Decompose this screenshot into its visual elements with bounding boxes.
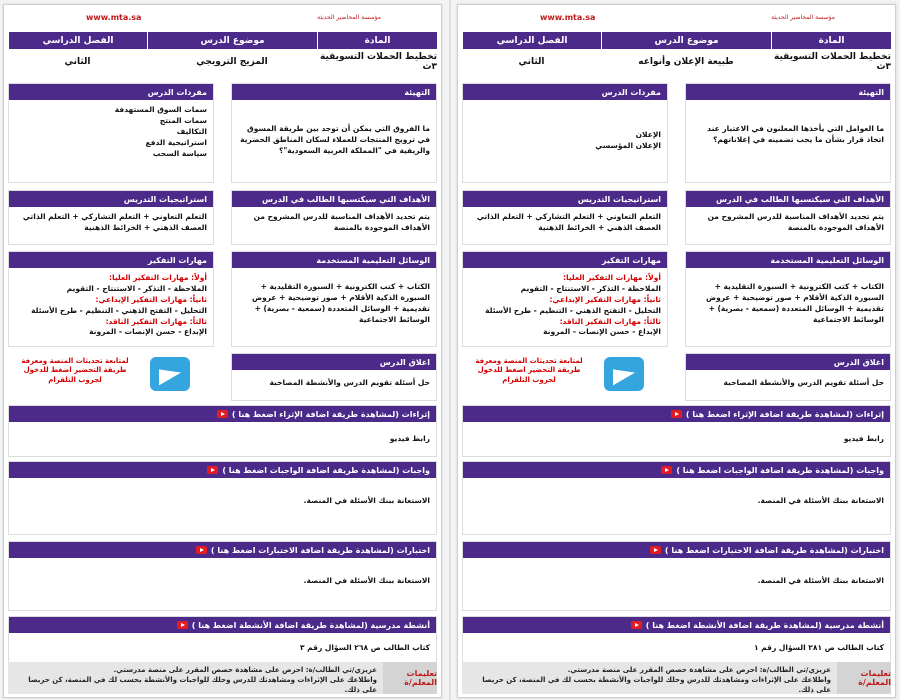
section-title: الوسائل التعليمية المستخدمة	[686, 252, 890, 268]
section-title: الأهداف التي سيكتسبها الطالب في الدرس	[232, 191, 436, 207]
value-topic: طبيعة الإعلان وأنواعه	[638, 57, 734, 67]
instructions-text	[8, 662, 383, 694]
vocab-item: سياسة السحب	[152, 148, 207, 158]
section-title-text: أنشطة مدرسية (لمشاهدة طريقة اضافة الأنشطة اضغط هنا )	[191, 620, 430, 630]
section-title-text: واجبات (لمشاهدة طريقة اضافة الواجبات اضغط هنا )	[222, 465, 430, 475]
section-tests	[8, 541, 437, 611]
instructions-label: تعليمات المعلم/ة	[383, 662, 437, 694]
skills-text-2: التحليل - التفتح الذهني - التنظيم - طرح الأسئلة	[31, 305, 207, 315]
page-top	[458, 5, 895, 29]
section-text: يتم تحديد الأهداف المناسبة للدرس المشروح من الأهداف الموجودة بالمنصة	[707, 212, 884, 232]
vocab-item: التكاليف	[176, 126, 207, 136]
skills-level-1: أولاً: مهارات التفكير العليا:	[109, 273, 207, 282]
section-text: التعلم التعاوني + التعلم التشاركي + التعلم الذاتي العصف الذهني + الخرائط الذهنية	[476, 212, 661, 232]
section-activities	[462, 616, 891, 666]
section-title: التهيئة	[686, 84, 890, 100]
telegram-icon[interactable]	[604, 357, 644, 391]
site-link[interactable]: www.mta.sa	[540, 13, 596, 22]
skills-text-2: التحليل - التفتح الذهني - التنظيم - طرح الأسئلة	[485, 305, 661, 315]
header-term: الفصل الدراسي	[462, 32, 601, 49]
teacher-instructions	[462, 662, 891, 694]
org-name: مؤسسة المحاضير الحديثة	[317, 14, 381, 21]
section-text: يتم تحديد الأهداف المناسبة للدرس المشروح من الأهداف الموجودة بالمنصة	[253, 212, 430, 232]
section-tools	[231, 251, 437, 347]
value-term: الثاني	[518, 57, 545, 67]
section-vocab	[462, 83, 668, 183]
info-value-row	[462, 51, 891, 73]
section-title: استراتيجيات التدريس	[9, 191, 213, 207]
section-strategies	[8, 190, 214, 245]
skills-level-2: ثانياً: مهارات التفكير الإبداعي:	[549, 294, 661, 304]
section-text: الاستعانة ببنك الأسئلة في المنصة.	[757, 576, 884, 585]
youtube-icon[interactable]	[631, 621, 642, 629]
section-text: كتاب الطالب ص ٢٦٨ السؤال رقم ٣	[299, 643, 430, 652]
section-title: مهارات التفكير	[9, 252, 213, 268]
instructions-line-1: عزيزي/تي الطالب/ة: احرص على مشاهدة حصص المقرر على منصة مدرستي.	[567, 666, 831, 674]
youtube-icon[interactable]	[217, 410, 228, 418]
section-text: كتاب الطالب ص ٢٨١ السؤال رقم ١	[753, 643, 884, 652]
header-topic: موضوع الدرس	[601, 32, 771, 49]
youtube-icon[interactable]	[196, 546, 207, 554]
header-topic: موضوع الدرس	[147, 32, 317, 49]
section-title: الأهداف التي سيكتسبها الطالب في الدرس	[686, 191, 890, 207]
section-tests	[462, 541, 891, 611]
youtube-icon[interactable]	[650, 546, 661, 554]
instructions-line-2: واطلاعك على الإثراءات ومشاهدتك للدرس وحلك للواجبات والأنشطة بحسب لك في المنصة، كن حريصا على ذلك.	[28, 675, 377, 694]
section-title[interactable]	[9, 406, 436, 422]
section-title: الوسائل التعليمية المستخدمة	[232, 252, 436, 268]
vocab-item: سمات السوق المستهدفة	[114, 105, 207, 114]
value-term: الثاني	[64, 57, 91, 67]
skills-level-3: ثالثاً: مهارات التفكير الناقد:	[105, 316, 207, 326]
section-homework	[8, 461, 437, 535]
section-intro	[231, 83, 437, 183]
vocab-item: استراتيجية الدفع	[145, 137, 207, 147]
info-header-row	[8, 32, 437, 49]
section-title: مهارات التفكير	[463, 252, 667, 268]
page-left	[3, 4, 442, 698]
section-enrichment	[462, 405, 891, 457]
section-title-text: اختبارات (لمشاهدة طريقة اضافة الاختبارات اضغط هنا )	[210, 545, 430, 555]
skills-body	[9, 268, 213, 343]
skills-level-3: ثالثاً: مهارات التفكير الناقد:	[559, 316, 661, 326]
section-text: رابط فيديو	[389, 434, 430, 443]
section-text: حل أسئلة تقويم الدرس والأنشطة المصاحبة	[723, 378, 884, 387]
section-title[interactable]	[463, 617, 890, 633]
section-tools	[685, 251, 891, 347]
vocab-item: الإعلان المؤسسي	[595, 140, 661, 150]
header-subject: المادة	[317, 32, 437, 49]
section-skills	[462, 251, 668, 347]
telegram-text: لمتابعة تحديثات المنصة ومعرفة طريقة التحضير اضغط للدخول لجروب التلقرام	[475, 357, 583, 384]
section-goals	[685, 190, 891, 245]
page-right	[457, 4, 896, 698]
section-text: ما الفروق التي يمكن أن توجد بين طريقة المسوق في ترويج المنتجات للعملاء لسكان المناطق الحضرية والريفية في "المملكة العربية السعودية"؟	[240, 124, 430, 155]
skills-level-1: أولاً: مهارات التفكير العليا:	[563, 273, 661, 282]
skills-body	[463, 268, 667, 343]
telegram-icon[interactable]	[150, 357, 190, 391]
teacher-instructions	[8, 662, 437, 694]
section-text: الكتاب + كتب الكترونية + السبورة التقليدية + السبورة الذكية الأقلام + صور توضيحية + عروض تقديمية + الوسائل المتعددة (سمعية - بصرية) + الوسائط الاجتماعية	[706, 282, 884, 324]
value-topic: المزيج الترويجي	[196, 57, 268, 67]
section-title: مفردات الدرس	[463, 84, 667, 100]
skills-text-3: الإبداع - حسن الإنصات - المرونة	[543, 327, 661, 337]
header-subject: المادة	[771, 32, 891, 49]
section-text: الاستعانة ببنك الأسئلة في المنصة.	[303, 496, 430, 505]
section-title[interactable]	[9, 617, 436, 633]
section-title[interactable]	[9, 542, 436, 558]
section-title: التهيئة	[232, 84, 436, 100]
section-enrichment	[8, 405, 437, 457]
skills-text-1: الملاحظة - التذكر - الاستنتاج - التقويم	[520, 283, 661, 293]
youtube-icon[interactable]	[671, 410, 682, 418]
section-text: ما العوامل التي يأخذها المعلنون في الاعتبار عند اتخاذ قرار بشأن ما يجب تضمينه في إعلاناتهم؟	[707, 124, 884, 144]
section-title[interactable]	[463, 542, 890, 558]
instructions-label: تعليمات المعلم/ة	[837, 662, 891, 694]
section-title: استراتيجيات التدريس	[463, 191, 667, 207]
page-top	[4, 5, 441, 29]
org-name: مؤسسة المحاضير الحديثة	[771, 14, 835, 21]
instructions-line-1: عزيزي/تي الطالب/ة: احرص على مشاهدة حصص المقرر على منصة مدرستي.	[113, 666, 377, 674]
instructions-line-2: واطلاعك على الإثراءات ومشاهدتك للدرس وحلك للواجبات والأنشطة بحسب لك في المنصة، كن حريصا على ذلك.	[482, 675, 831, 694]
section-title[interactable]	[463, 406, 890, 422]
site-link[interactable]: www.mta.sa	[86, 13, 142, 22]
instructions-text	[462, 662, 837, 694]
youtube-icon[interactable]	[177, 621, 188, 629]
vocab-list	[463, 100, 667, 157]
section-title-text: أنشطة مدرسية (لمشاهدة طريقة اضافة الأنشطة اضغط هنا )	[645, 620, 884, 630]
skills-text-3: الإبداع - حسن الإنصات - المرونة	[89, 327, 207, 337]
section-vocab	[8, 83, 214, 183]
info-header-row	[462, 32, 891, 49]
skills-text-1: الملاحظة - التذكر - الاستنتاج - التقويم	[66, 283, 207, 293]
section-skills	[8, 251, 214, 347]
vocab-item: سمات المنتج	[159, 115, 207, 125]
section-text: الكتاب + كتب الكترونية + السبورة التقليدية + السبورة الذكية الأقلام + صور توضيحية + عروض تقديمية + الوسائل المتعددة (سمعية - بصرية) + الوسائط الاجتماعية	[252, 282, 430, 324]
section-text: التعلم التعاوني + التعلم التشاركي + التعلم الذاتي العصف الذهني + الخرائط الذهنية	[22, 212, 207, 232]
section-title: اغلاق الدرس	[686, 354, 890, 370]
value-subject: تخطيط الحملات التسويقية ٣ث	[774, 52, 891, 72]
section-title[interactable]	[9, 462, 436, 478]
vocab-list	[9, 100, 213, 164]
section-text: رابط فيديو	[843, 434, 884, 443]
page-divider	[449, 0, 451, 700]
section-goals	[231, 190, 437, 245]
youtube-icon[interactable]	[661, 466, 672, 474]
telegram-text: لمتابعة تحديثات المنصة ومعرفة طريقة التحضير اضغط للدخول لجروب التلقرام	[21, 357, 129, 384]
section-intro	[685, 83, 891, 183]
info-value-row	[8, 51, 437, 73]
section-title: اغلاق الدرس	[232, 354, 436, 370]
section-text: الاستعانة ببنك الأسئلة في المنصة.	[757, 496, 884, 505]
section-text: حل أسئلة تقويم الدرس والأنشطة المصاحبة	[269, 378, 430, 387]
section-title-text: اختبارات (لمشاهدة طريقة اضافة الاختبارات اضغط هنا )	[664, 545, 884, 555]
section-title-text: إثراءات (لمشاهدة طريقة اضافة الإثراء اضغط هنا )	[231, 409, 430, 419]
section-closing	[231, 353, 437, 401]
telegram-promo[interactable]	[8, 353, 214, 401]
header-term: الفصل الدراسي	[8, 32, 147, 49]
vocab-item: الإعلان	[635, 130, 661, 139]
section-title[interactable]	[463, 462, 890, 478]
section-activities	[8, 616, 437, 666]
value-subject: تخطيط الحملات التسويقية ٣ث	[320, 52, 437, 72]
youtube-icon[interactable]	[207, 466, 218, 474]
section-closing	[685, 353, 891, 401]
skills-level-2: ثانياً: مهارات التفكير الإبداعي:	[95, 294, 207, 304]
section-title-text: واجبات (لمشاهدة طريقة اضافة الواجبات اضغط هنا )	[676, 465, 884, 475]
section-homework	[462, 461, 891, 535]
section-title-text: إثراءات (لمشاهدة طريقة اضافة الإثراء اضغط هنا )	[685, 409, 884, 419]
section-title: مفردات الدرس	[9, 84, 213, 100]
section-text: الاستعانة ببنك الأسئلة في المنصة.	[303, 576, 430, 585]
section-strategies	[462, 190, 668, 245]
telegram-promo[interactable]	[462, 353, 668, 401]
